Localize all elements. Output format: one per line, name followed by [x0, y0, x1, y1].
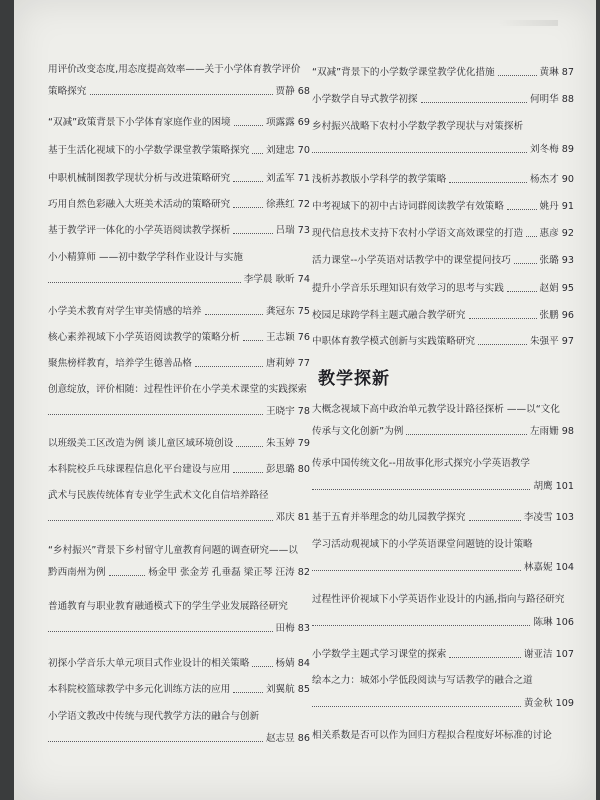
toc-entry-author-page: 黄金秋 109 — [523, 698, 574, 709]
toc-entry-title: “双减”政策背景下小学体育家庭作业的困境 — [48, 117, 231, 128]
leader-dots — [478, 344, 527, 345]
toc-entry-title: 过程性评价视域下小学英语作业设计的内涵,指向与路径研究 — [312, 594, 565, 605]
toc-entry-title: 小小精算师 ——初中数学学科作业设计与实施 — [48, 252, 243, 263]
toc-entry-author-page: 龚冠东 75 — [265, 306, 310, 317]
toc-entry-title: 绘本之力：城郊小学低段阅读与写话教学的融合之道 — [312, 675, 533, 686]
toc-entry-title: 武术与民族传统体育专业学生武术文化自信培养路径 — [48, 490, 269, 501]
toc-entry[interactable] — [48, 145, 310, 157]
toc-entry-author-page: 胡鹰 101 — [533, 481, 574, 492]
toc-entry-author-page: 谢亚洁 107 — [523, 649, 574, 660]
leader-dots — [421, 102, 527, 103]
toc-entry-author-page: 赵志昱 86 — [265, 733, 310, 744]
toc-entry-title: 基于生活化视域下的小学数学课堂教学策略探究 — [48, 145, 250, 156]
toc-entry-author-page: 张璐 93 — [539, 255, 574, 266]
toc-entry[interactable] — [312, 174, 574, 186]
toc-entry-title: 本科院校篮球教学中多元化训练方法的应用 — [48, 684, 231, 695]
leader-dots — [48, 741, 263, 742]
leader-dots — [233, 692, 263, 693]
leader-dots — [312, 706, 521, 707]
toc-entry-author-page: 项露露 69 — [265, 117, 310, 128]
toc-entry[interactable] — [48, 358, 310, 370]
toc-entry-title: 学习活动观视域下的小学英语课堂问题链的设计策略 — [312, 539, 533, 550]
toc-entry[interactable] — [312, 67, 574, 79]
toc-entry-title: 小学美术教育对学生审美情感的培养 — [48, 306, 202, 317]
toc-entry-title: 中考视域下的初中古诗词群阅读教学有效策略 — [312, 201, 504, 212]
leader-dots — [48, 282, 241, 283]
toc-entry[interactable] — [48, 117, 310, 129]
toc-entry-title: 巧用自然色彩融入大班美术活动的策略研究 — [48, 199, 231, 210]
leader-dots — [449, 657, 521, 658]
toc-entry-title: 活力课堂--小学英语对话教学中的课堂提问技巧 — [312, 255, 511, 266]
leader-dots — [312, 152, 527, 153]
toc-entry-author-page: 彭思璐 80 — [265, 464, 310, 475]
toc-entry-author-page: 刘孟军 71 — [265, 173, 310, 184]
leader-dots — [233, 472, 263, 473]
toc-entry[interactable] — [48, 711, 310, 745]
toc-entry-author-page: 何明华 88 — [529, 94, 574, 105]
toc-entry-title: 中职体育教学模式创新与实践策略研究 — [312, 336, 476, 347]
toc-entry[interactable] — [48, 306, 310, 318]
toc-entry-title: 基于教学评一体化的小学英语阅读教学探析 — [48, 225, 231, 236]
toc-entry-author-page: 朱强平 97 — [529, 336, 574, 347]
toc-entry-title: 提升小学音乐乐理知识有效学习的思考与实践 — [312, 283, 504, 294]
leader-dots — [90, 94, 272, 95]
leader-dots — [514, 263, 537, 264]
toc-entry-author-page: 李凌雪 103 — [523, 512, 574, 523]
leader-dots — [449, 182, 527, 183]
toc-entry[interactable] — [312, 201, 574, 213]
toc-entry-title: 相关系数是否可以作为回归方程拟合程度好坏标准的讨论 — [312, 730, 552, 741]
leader-dots — [406, 434, 527, 435]
toc-entry-title: 浅析苏教版小学科学的教学策略 — [312, 174, 447, 185]
toc-entry[interactable] — [312, 730, 574, 742]
leader-dots — [48, 520, 273, 521]
toc-entry[interactable] — [312, 675, 574, 710]
toc-entry[interactable] — [48, 438, 310, 450]
toc-entry-title-cont: 传承与文化创新”为例 — [312, 426, 404, 437]
leader-dots — [233, 207, 263, 208]
toc-entry-author-page: 黄琳 87 — [539, 67, 574, 78]
toc-entry-author-page: 唐莉婷 77 — [265, 358, 310, 369]
leader-dots — [233, 233, 272, 234]
leader-dots — [526, 236, 536, 237]
toc-entry-author-page: 吕瑞 73 — [275, 225, 310, 236]
toc-entry-author-page: 刘翼航 85 — [265, 684, 310, 695]
toc-entry[interactable] — [48, 332, 310, 344]
leader-dots — [205, 314, 263, 315]
toc-entry-author-page: 徐燕红 72 — [265, 199, 310, 210]
leader-dots — [312, 489, 530, 490]
toc-entry-author-page: 杨婧 84 — [275, 658, 310, 669]
toc-entry-author-page: 贾静 68 — [275, 86, 310, 97]
toc-entry-author-page: 邓庆 81 — [275, 512, 310, 523]
toc-entry[interactable] — [48, 252, 310, 286]
toc-entry-author-page: 杨金甲 张金芳 孔垂磊 梁正琴 汪涛 82 — [148, 567, 310, 578]
document-page — [14, 0, 596, 800]
toc-entry-title: “双减”背景下的小学数学课堂教学优化措施 — [312, 67, 495, 78]
toc-entry-title: 乡村振兴战略下农村小学数学教学现状与对策探析 — [312, 121, 524, 132]
leader-dots — [252, 153, 262, 154]
toc-entry-title: 基于五育并举理念的幼儿园教学探究 — [312, 512, 466, 523]
leader-dots — [48, 414, 263, 415]
leader-dots — [195, 366, 263, 367]
toc-entry[interactable] — [312, 283, 574, 295]
toc-entry[interactable] — [312, 649, 574, 661]
toc-entry[interactable] — [312, 310, 574, 322]
toc-entry[interactable] — [48, 464, 310, 476]
toc-entry-title: 聚焦榜样教育，培养学生德善品格 — [48, 358, 192, 369]
toc-entry[interactable] — [312, 539, 574, 574]
leader-dots — [236, 446, 263, 447]
leader-dots — [252, 666, 272, 667]
toc-entry[interactable] — [48, 64, 310, 98]
page-header-mark — [498, 20, 558, 26]
toc-entry-title: 现代信息技术支持下农村小学语文高效课堂的打造 — [312, 228, 524, 239]
toc-entry-author-page: 左雨姗 98 — [529, 426, 574, 437]
toc-entry-author-page: 王晓宇 78 — [265, 406, 310, 417]
toc-entry-title: 初探小学音乐大单元项目式作业设计的相关策略 — [48, 658, 250, 669]
leader-dots — [507, 209, 537, 210]
leader-dots — [469, 520, 521, 521]
toc-entry[interactable] — [312, 512, 574, 524]
toc-entry-title: 小学数学主题式学习课堂的探索 — [312, 649, 447, 660]
toc-entry[interactable] — [312, 336, 574, 348]
toc-entry-title: 普通教育与职业教育融通模式下的学生学业发展路径研究 — [48, 601, 288, 612]
toc-entry-title: 用评价改变态度,用态度提高效率——关于小学体育教学评价 — [48, 64, 301, 75]
toc-entry-author-page: 姚丹 91 — [539, 201, 574, 212]
toc-entry[interactable] — [48, 684, 310, 696]
toc-entry-author-page: 刘建忠 70 — [265, 145, 310, 156]
toc-entry-title: 小学语文教改中传统与现代教学方法的融合与创新 — [48, 711, 260, 722]
toc-entry-title: 创意绽放，评价相随：过程性评价在小学美术课堂的实践探索 — [48, 384, 308, 395]
toc-entry[interactable] — [48, 545, 310, 579]
leader-dots — [507, 291, 537, 292]
toc-entry-title-cont: 黔西南州为例 — [48, 567, 106, 578]
toc-entry[interactable] — [312, 458, 574, 493]
toc-entry[interactable] — [48, 384, 310, 418]
toc-entry[interactable] — [312, 94, 574, 106]
toc-entry-author-page: 杨杰才 90 — [529, 174, 574, 185]
leader-dots — [312, 625, 530, 626]
toc-entry[interactable] — [48, 490, 310, 524]
toc-entry-author-page: 惠彦 92 — [539, 228, 574, 239]
toc-entry-title-cont: 策略探究 — [48, 86, 87, 97]
toc-entry[interactable] — [312, 255, 574, 267]
leader-dots — [48, 631, 273, 632]
leader-dots — [312, 570, 521, 571]
toc-entry-author-page: 朱玉婷 79 — [265, 438, 310, 449]
toc-entry-author-page: 田梅 83 — [275, 623, 310, 634]
toc-entry[interactable] — [312, 594, 574, 629]
leader-dots — [234, 125, 263, 126]
leader-dots — [498, 75, 537, 76]
toc-entry-author-page: 陈琳 106 — [533, 617, 574, 628]
toc-entry[interactable] — [312, 121, 574, 156]
section-heading: 教学探新 — [318, 369, 390, 389]
leader-dots — [109, 575, 146, 576]
toc-entry[interactable] — [48, 199, 310, 211]
toc-entry[interactable] — [312, 228, 574, 240]
leader-dots — [243, 340, 263, 341]
toc-entry-title: 本科院校乒乓球课程信息化平台建设与应用 — [48, 464, 231, 475]
toc-entry[interactable] — [48, 601, 310, 635]
toc-entry-title: 核心素养视域下小学英语阅读教学的策略分析 — [48, 332, 240, 343]
toc-entry-author-page: 刘冬梅 89 — [529, 144, 574, 155]
toc-entry-author-page: 王志颖 76 — [265, 332, 310, 343]
toc-entry-title: 传承中国传统文化--用故事化形式探究小学英语教学 — [312, 458, 530, 469]
toc-entry-author-page: 李学晨 耿昕 74 — [243, 274, 310, 285]
toc-entry-title: 大概念视域下高中政治单元教学设计路径探析 ——以“文化 — [312, 404, 560, 415]
leader-dots — [233, 181, 263, 182]
toc-entry[interactable] — [312, 404, 574, 438]
toc-entry-author-page: 张鹏 96 — [539, 310, 574, 321]
toc-entry-title: 校园足球跨学科主题式融合教学研究 — [312, 310, 466, 321]
toc-entry[interactable] — [48, 225, 310, 237]
toc-entry-author-page: 林嘉妮 104 — [523, 562, 574, 573]
toc-entry-title: “乡村振兴”背景下乡村留守儿童教育问题的调查研究——以 — [48, 545, 298, 556]
toc-entry-title: 中职机械制图教学现状分析与改进策略研究 — [48, 173, 231, 184]
toc-entry-author-page: 赵娟 95 — [539, 283, 574, 294]
leader-dots — [469, 318, 537, 319]
toc-entry[interactable] — [48, 173, 310, 185]
toc-entry[interactable] — [48, 658, 310, 670]
toc-entry-title: 以班级美工区改造为例 谈儿童区域环境创设 — [48, 438, 234, 449]
toc-entry-title: 小学数学自导式教学初探 — [312, 94, 418, 105]
